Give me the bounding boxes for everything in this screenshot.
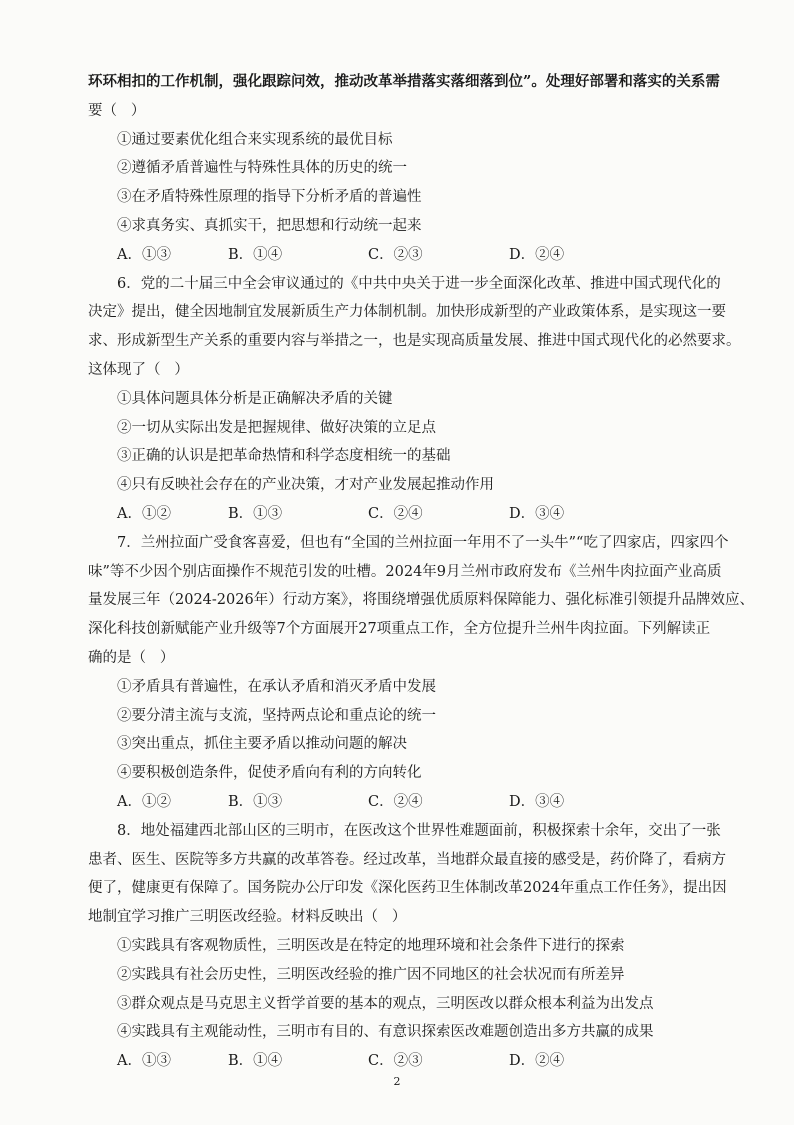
- page-number: 2: [393, 1075, 401, 1088]
- question-5-option-2: ②遵循矛盾普遍性与特殊性具体的历史的统一: [117, 160, 407, 177]
- question-8-stem-line-2: 患者、医生、医院等多方共赢的改革答卷。经过改革，当地群众最直接的感受是，药价降了，看病方: [88, 851, 726, 868]
- question-7-option-1: ①矛盾具有普遍性，在承认矛盾和消灭矛盾中发展: [117, 678, 436, 695]
- question-5-option-1: ①通过要素优化组合来实现系统的最优目标: [117, 131, 393, 148]
- choice-d: D．③④: [509, 505, 565, 522]
- choice-b: B．①④: [228, 246, 283, 263]
- choice-a: A．①③: [117, 1053, 171, 1070]
- question-8-stem-line-3: 便了，健康更有保障了。国务院办公厅印发《深化医药卫生体制改革2024年重点工作任务》，提出因: [88, 880, 727, 897]
- question-7-choices: [117, 788, 758, 817]
- choice-c: C．②④: [368, 505, 423, 522]
- choice-a: A．①②: [117, 793, 171, 810]
- choice-c: C．②③: [368, 246, 423, 263]
- choice-a: A．①③: [117, 246, 171, 263]
- choice-b: B．①③: [228, 505, 283, 522]
- question-7-stem-line-1: 7．兰州拉面广受食客喜爱，但也有“全国的兰州拉面一年用不了一头牛”“吃了四家店，四家四个: [117, 534, 729, 551]
- question-7-stem-line-4: 深化科技创新赋能产业升级等7个方面展开27项重点工作，全方位提升兰州牛肉拉面。下列解读正: [88, 621, 711, 638]
- question-6-option-3: ③正确的认识是把革命热情和科学态度相统一的基础: [117, 448, 451, 465]
- question-7: [88, 529, 758, 817]
- choice-d: D．②④: [509, 1053, 565, 1070]
- question-6-stem-line-4: 这体现了（ ）: [88, 361, 189, 378]
- question-8-stem-line-1: 8．地处福建西北部山区的三明市，在医改这个世界性难题面前，积极探索十余年，交出了一张: [117, 822, 721, 839]
- question-8-option-2: ②实践具有社会历史性，三明医改经验的推广因不同地区的社会状况而有所差异: [117, 966, 625, 983]
- question-5-choices: [117, 241, 758, 270]
- choice-b: B．①④: [228, 1053, 283, 1070]
- question-7-option-4: ④要积极创造条件，促使矛盾向有利的方向转化: [117, 765, 422, 782]
- question-8-option-1: ①实践具有客观物质性，三明医改是在特定的地理环境和社会条件下进行的探索: [117, 937, 625, 954]
- choice-b: B．①③: [228, 793, 283, 810]
- question-8-choices: [117, 1047, 758, 1076]
- question-6: [88, 270, 758, 529]
- question-7-option-3: ③突出重点，抓住主要矛盾以推动问题的解决: [117, 736, 407, 753]
- choice-c: C．②③: [368, 1053, 423, 1070]
- question-6-stem-line-3: 求、形成新型生产关系的重要内容与举措之一，也是实现高质量发展、推进中国式现代化的必然要求。: [88, 333, 741, 350]
- choice-c: C．②④: [368, 793, 423, 810]
- question-6-stem-line-1: 6．党的二十届三中全会审议通过的《中共中央关于进一步全面深化改革、推进中国式现代化的: [117, 275, 721, 292]
- page-content: [88, 68, 758, 1076]
- question-6-option-2: ②一切从实际出发是把握规律、做好决策的立足点: [117, 419, 436, 436]
- question-5-option-4: ④求真务实、真抓实干，把思想和行动统一起来: [117, 217, 422, 234]
- question-6-choices: [117, 500, 758, 529]
- question-6-stem-line-2: 决定》提出，健全因地制宜发展新质生产力体制机制。加快形成新型的产业政策体系，是实现这一要: [88, 304, 726, 321]
- question-8-option-4: ④实践具有主观能动性，三明市有目的、有意识探索医改难题创造出多方共赢的成果: [117, 1024, 654, 1041]
- question-7-stem-line-5: 确的是（ ）: [88, 649, 175, 666]
- choice-d: D．③④: [509, 793, 565, 810]
- question-5-option-3: ③在矛盾特殊性原理的指导下分析矛盾的普遍性: [117, 189, 422, 206]
- question-7-option-2: ②要分清主流与支流，坚持两点论和重点论的统一: [117, 707, 436, 724]
- question-6-option-4: ④只有反映社会存在的产业决策，才对产业发展起推动作用: [117, 477, 494, 494]
- question-8-stem-line-4: 地制宜学习推广三明医改经验。材料反映出（ ）: [88, 909, 407, 926]
- question-6-option-1: ①具体问题具体分析是正确解决矛盾的关键: [117, 390, 393, 407]
- choice-a: A．①②: [117, 505, 171, 522]
- question-8: [88, 817, 758, 1076]
- question-5-stem-line-2: 要（ ）: [88, 102, 146, 119]
- question-8-option-3: ③群众观点是马克思主义哲学首要的基本的观点，三明医改以群众根本利益为出发点: [117, 995, 654, 1012]
- choice-d: D．②④: [509, 246, 565, 263]
- question-5-stem-line-1: 环环相扣的工作机制，强化跟踪问效，推动改革举措落实落细落到位”。处理好部署和落实的关系需: [88, 73, 720, 90]
- question-5: [88, 68, 758, 270]
- question-7-stem-line-3: 量发展三年（2024-2026年）行动方案》，将围绕增强优质原料保障能力、强化标准引领提升品牌效应、: [88, 592, 754, 609]
- question-7-stem-line-2: 味”等不少因个别店面操作不规范引发的吐槽。2024年9月兰州市政府发布《兰州牛肉拉面产业高质: [88, 563, 722, 580]
